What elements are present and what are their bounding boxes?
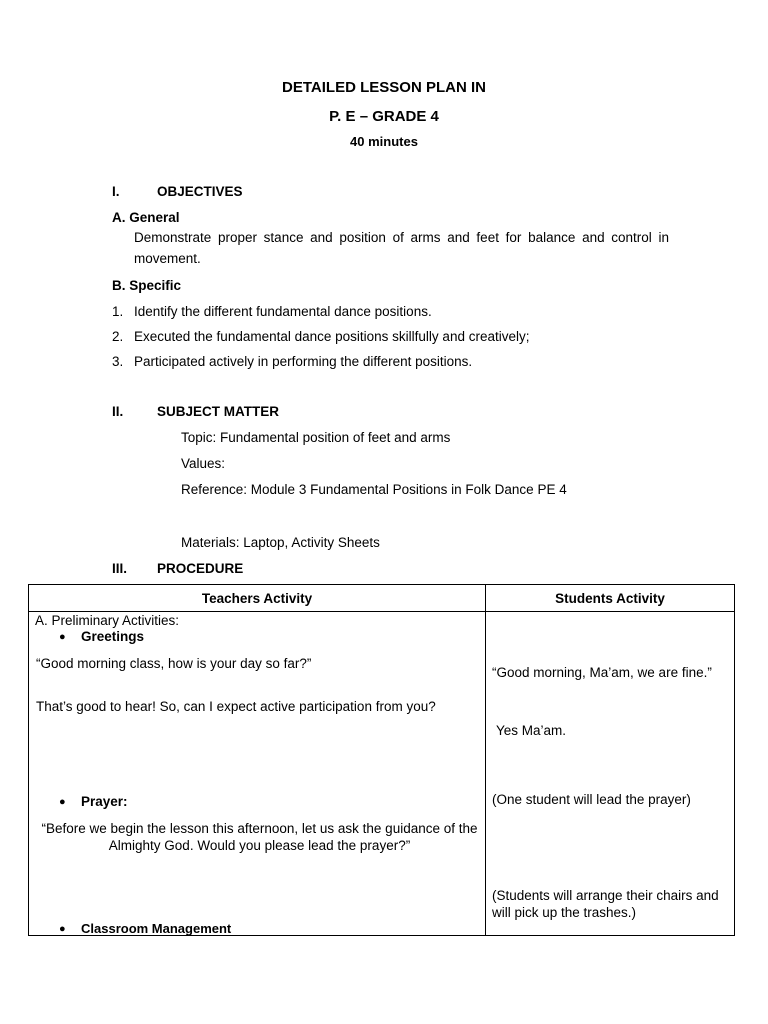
greeting-line: “Good morning class, how is your day so far?” [36,656,312,671]
table-row [29,612,735,936]
yes-reply: Yes Ma’am. [496,723,567,738]
section-number-subject-matter: II. [112,404,124,419]
document-subtitle: P. E – GRADE 4 [329,108,439,125]
section-number-procedure: III. [112,561,128,576]
greeting-reply: “Good morning, Ma’am, we are fine.” [492,665,712,680]
document-title: DETAILED LESSON PLAN IN [282,79,486,96]
duration: 40 minutes [350,134,418,149]
specific-item-number: 3. [112,354,124,369]
specific-item-text: Identify the different fundamental dance positions. [134,304,432,319]
specific-item-number: 1. [112,304,124,319]
section-title-subject-matter: SUBJECT MATTER [157,404,280,419]
preliminary-activities: A. Preliminary Activities: [35,613,180,628]
topic-line: Topic: Fundamental position of feet and arms [181,430,451,445]
section-number-objectives: I. [112,184,120,199]
bullet-icon: ● [59,796,66,808]
prayer-heading: Prayer: [81,794,128,809]
prayer-line: “Before we begin the lesson this afternoon, let us ask the guidance of the Almighty God. Would you please lead the prayer?” [41,821,478,853]
section-title-procedure: PROCEDURE [157,561,244,576]
column-header-teacher: Teachers Activity [29,585,486,612]
teacher-activity-cell [29,612,486,936]
classroom-management-heading: Classroom Management [81,921,232,936]
chairs-reply: (Students will arrange their chairs and will pick up the trashes.) [492,888,719,920]
specific-item-text: Executed the fundamental dance positions skillfully and creatively; [134,329,530,344]
values-line: Values: [181,456,226,471]
participation-line: That’s good to hear! So, can I expect active participation from you? [36,699,436,714]
prayer-reply: (One student will lead the prayer) [492,792,691,807]
bullet-icon: ● [59,923,66,935]
specific-item-text: Participated actively in performing the different positions. [134,354,473,369]
section-title-objectives: OBJECTIVES [157,184,243,199]
student-activity-cell [486,612,735,936]
column-header-student: Students Activity [486,585,735,612]
table-header-row [29,585,735,612]
greetings-heading: Greetings [81,629,145,644]
specific-label: B. Specific [112,278,182,293]
reference-line: Reference: Module 3 Fundamental Positions in Folk Dance PE 4 [181,482,567,497]
materials-line: Materials: Laptop, Activity Sheets [181,535,380,550]
bullet-icon: ● [59,631,66,643]
general-label: A. General [112,210,180,225]
procedure-table [28,584,735,936]
general-text: Demonstrate proper stance and position of arms and feet for balance and control in movement. [134,230,669,266]
specific-item-number: 2. [112,329,124,344]
